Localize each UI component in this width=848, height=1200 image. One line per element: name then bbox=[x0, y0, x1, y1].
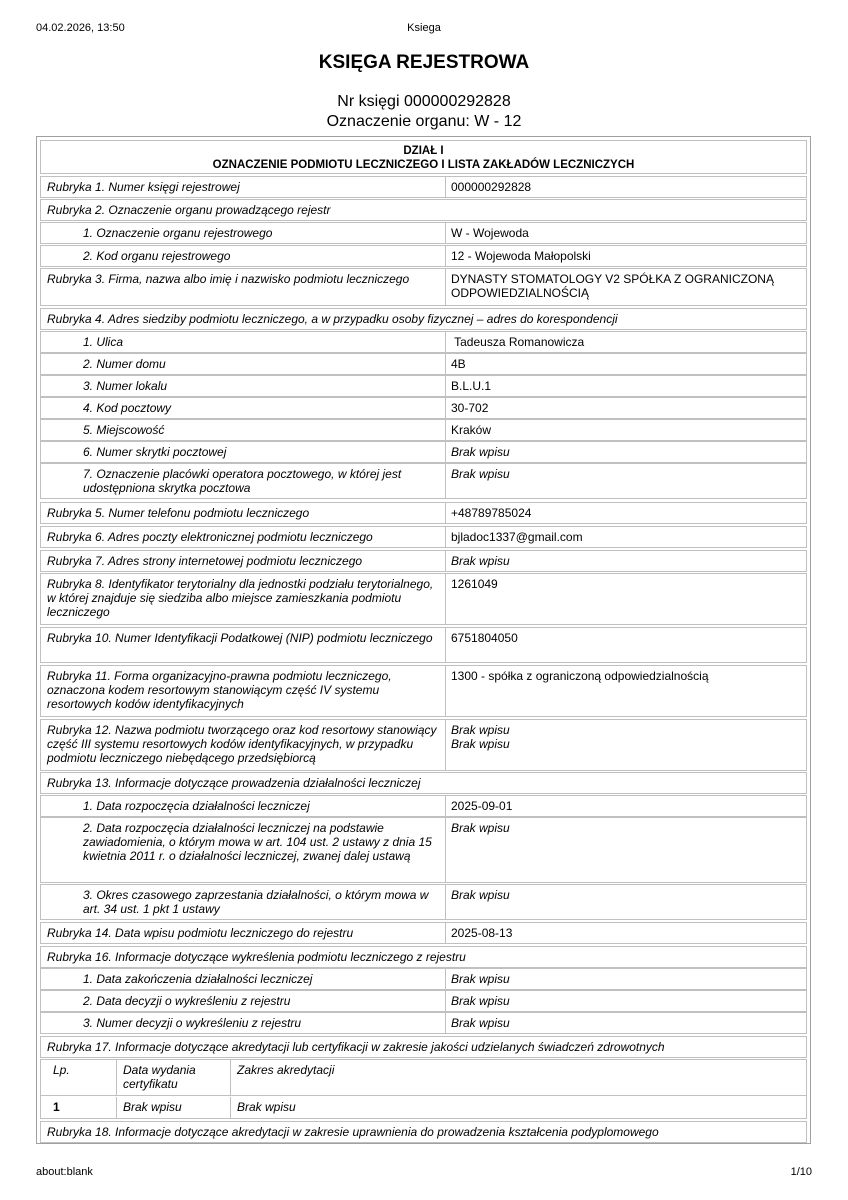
print-footer bbox=[36, 1166, 812, 1180]
row-label: 1. Ulica bbox=[41, 332, 446, 352]
row-label: 4. Kod pocztowy bbox=[41, 398, 446, 418]
print-datetime: 04.02.2026, 13:50 bbox=[36, 22, 125, 34]
row-label: 1. Oznaczenie organu rejestrowego bbox=[41, 223, 446, 243]
row-label: Rubryka 7. Adres strony internetowej podmiotu leczniczego bbox=[41, 551, 446, 571]
row-value: +48789785024 bbox=[451, 506, 532, 520]
row-rubryka-13 bbox=[40, 772, 807, 794]
print-page-title: Ksiega bbox=[407, 22, 441, 34]
row-value: B.L.U.1 bbox=[451, 379, 492, 393]
book-number: Nr księgi 000000292828 bbox=[337, 93, 511, 110]
header-lp: Lp. bbox=[41, 1060, 117, 1095]
header-scope: Zakres akredytacji bbox=[237, 1063, 335, 1077]
row-label: Rubryka 8. Identyfikator terytorialny dla jednostki podziału terytorialnego, w której znajduje się siedziba albo miejsce zamieszkania podmiotu leczniczego bbox=[41, 574, 446, 624]
row-rubryka-14 bbox=[40, 922, 807, 944]
row-rubryka-2-1 bbox=[40, 222, 807, 244]
row-label: 3. Numer lokalu bbox=[41, 376, 446, 396]
cell-scope: Brak wpisu bbox=[237, 1100, 296, 1114]
row-value: 6751804050 bbox=[451, 631, 518, 645]
row-value: Brak wpisu bbox=[451, 554, 510, 568]
row-rubryka-18 bbox=[40, 1121, 807, 1143]
row-rubryka-11 bbox=[40, 665, 807, 717]
row-rubryka-4-2 bbox=[40, 353, 807, 375]
row-label: Rubryka 5. Numer telefonu podmiotu leczniczego bbox=[41, 503, 446, 523]
row-label: Rubryka 1. Numer księgi rejestrowej bbox=[41, 177, 446, 197]
row-rubryka-16-1 bbox=[40, 968, 807, 990]
print-header bbox=[36, 22, 812, 36]
table-row bbox=[41, 1097, 806, 1119]
document-title: KSIĘGA REJESTROWA bbox=[318, 52, 530, 73]
row-rubryka-3 bbox=[40, 268, 807, 306]
row-value: 1261049 bbox=[451, 577, 498, 591]
row-label: Rubryka 17. Informacje dotyczące akredytacji lub certyfikacji w zakresie jakości udzielanych świadczeń zdrowotnych bbox=[47, 1040, 665, 1054]
row-value bbox=[446, 720, 806, 770]
row-label: Rubryka 12. Nazwa podmiotu tworzącego oraz kod resortowy stanowiący część III systemu resortowych kodów identyfikacyjnych, w przypadku podmiotu leczniczego niebędącego przedsiębiorcą bbox=[41, 720, 446, 770]
row-value: Tadeusza Romanowicza bbox=[451, 335, 585, 349]
row-value: 2025-09-01 bbox=[451, 799, 513, 813]
row-value: Kraków bbox=[451, 423, 492, 437]
row-label: Rubryka 18. Informacje dotyczące akredytacji w zakresie uprawnienia do prowadzenia kształcenia podyplomowego bbox=[47, 1125, 659, 1139]
row-value: 1300 - spółka z ograniczoną odpowiedzialnością bbox=[451, 669, 709, 683]
row-rubryka-8 bbox=[40, 573, 807, 625]
row-label: 2. Numer domu bbox=[41, 354, 446, 374]
row-rubryka-12 bbox=[40, 719, 807, 771]
row-value: Brak wpisu bbox=[451, 821, 510, 835]
row-label: Rubryka 11. Forma organizacyjno-prawna podmiotu leczniczego, oznaczona kodem resortowym stanowiącym część IV systemu resortowych kodów identyfikacyjnych bbox=[41, 666, 446, 716]
row-value: 30-702 bbox=[451, 401, 489, 415]
row-label: 2. Kod organu rejestrowego bbox=[41, 246, 446, 266]
row-label: 2. Data decyzji o wykreśleniu z rejestru bbox=[41, 991, 446, 1011]
row-label: Rubryka 3. Firma, nazwa albo imię i nazwisko podmiotu leczniczego bbox=[41, 269, 446, 305]
row-rubryka-2-2 bbox=[40, 245, 807, 267]
row-value: Brak wpisu bbox=[451, 1016, 510, 1030]
row-value: Brak wpisu bbox=[451, 972, 510, 986]
row-label: Rubryka 4. Adres siedziby podmiotu leczniczego, a w przypadku osoby fizycznej – adres do korespondencji bbox=[47, 312, 618, 326]
row-rubryka-6 bbox=[40, 526, 807, 548]
row-value: Brak wpisu bbox=[451, 445, 510, 459]
section-title: OZNACZENIE PODMIOTU LECZNICZEGO I LISTA ZAKŁADÓW LECZNICZYCH bbox=[212, 159, 635, 171]
row-value: 2025-08-13 bbox=[451, 926, 513, 940]
row-rubryka-4-1 bbox=[40, 331, 807, 353]
row-rubryka-13-2 bbox=[40, 817, 807, 883]
row-label: 1. Data rozpoczęcia działalności leczniczej bbox=[41, 796, 446, 816]
row-label: 5. Miejscowość bbox=[41, 420, 446, 440]
row-rubryka-13-1 bbox=[40, 795, 807, 817]
row-label: Rubryka 6. Adres poczty elektronicznej podmiotu leczniczego bbox=[41, 527, 446, 547]
row-rubryka-4-6 bbox=[40, 441, 807, 463]
row-label: Rubryka 13. Informacje dotyczące prowadzenia działalności leczniczej bbox=[47, 776, 421, 790]
row-label: 7. Oznaczenie placówki operatora pocztowego, w której jest udostępniona skrytka pocztowa bbox=[41, 464, 446, 498]
table-header-row bbox=[41, 1060, 806, 1096]
row-rubryka-7 bbox=[40, 550, 807, 572]
row-value: 12 - Wojewoda Małopolski bbox=[451, 249, 591, 263]
print-page-number: 1/10 bbox=[790, 1166, 812, 1178]
row-value: 4B bbox=[451, 357, 466, 371]
row-rubryka-16-3 bbox=[40, 1012, 807, 1034]
section-number: DZIAŁ I bbox=[403, 145, 444, 157]
row-rubryka-17 bbox=[40, 1036, 807, 1058]
row-value: W - Wojewoda bbox=[451, 226, 529, 240]
row-value: Brak wpisu bbox=[451, 888, 510, 902]
row-rubryka-4-5 bbox=[40, 419, 807, 441]
row-value-line: Brak wpisu bbox=[451, 723, 510, 737]
row-label: Rubryka 14. Data wpisu podmiotu leczniczego do rejestru bbox=[41, 923, 446, 943]
row-label: 3. Numer decyzji o wykreśleniu z rejestru bbox=[41, 1013, 446, 1033]
row-rubryka-4 bbox=[40, 308, 807, 330]
row-rubryka-10 bbox=[40, 627, 807, 663]
row-label: 2. Data rozpoczęcia działalności leczniczej na podstawie zawiadomienia, o którym mowa w art. 104 ust. 2 ustawy z dnia 15 kwietnia 2011 r. o działalności leczniczej, zwanej dalej ustawą bbox=[41, 818, 446, 882]
row-label: 1. Data zakończenia działalności leczniczej bbox=[41, 969, 446, 989]
row-label: 3. Okres czasowego zaprzestania działalności, o którym mowa w art. 34 ust. 1 pkt 1 ustawy bbox=[41, 885, 446, 919]
cell-lp: 1 bbox=[41, 1097, 117, 1119]
certificate-table bbox=[40, 1059, 807, 1119]
print-url: about:blank bbox=[36, 1166, 93, 1178]
row-rubryka-16 bbox=[40, 946, 807, 968]
row-label: 6. Numer skrytki pocztowej bbox=[41, 442, 446, 462]
cell-date: Brak wpisu bbox=[117, 1097, 231, 1119]
row-value: DYNASTY STOMATOLOGY V2 SPÓŁKA Z OGRANICZONĄ ODPOWIEDZIALNOŚCIĄ bbox=[451, 272, 774, 300]
row-value: 000000292828 bbox=[451, 180, 532, 194]
row-rubryka-1 bbox=[40, 176, 807, 198]
row-value-line: Brak wpisu bbox=[451, 737, 510, 751]
row-rubryka-13-3 bbox=[40, 884, 807, 920]
row-rubryka-16-2 bbox=[40, 990, 807, 1012]
row-value: Brak wpisu bbox=[451, 994, 510, 1008]
row-label: Rubryka 2. Oznaczenie organu prowadzącego rejestr bbox=[47, 203, 331, 217]
organ-designation: Oznaczenie organu: W - 12 bbox=[326, 113, 522, 130]
row-label: Rubryka 10. Numer Identyfikacji Podatkowej (NIP) podmiotu leczniczego bbox=[41, 628, 446, 662]
row-rubryka-4-4 bbox=[40, 397, 807, 419]
section-header bbox=[40, 140, 807, 174]
row-value: Brak wpisu bbox=[451, 467, 510, 481]
row-rubryka-4-3 bbox=[40, 375, 807, 397]
row-rubryka-4-7 bbox=[40, 463, 807, 499]
row-label: Rubryka 16. Informacje dotyczące wykreślenia podmiotu leczniczego z rejestru bbox=[47, 950, 466, 964]
header-date: Data wydania certyfikatu bbox=[117, 1060, 231, 1095]
row-rubryka-5 bbox=[40, 502, 807, 524]
row-rubryka-2 bbox=[40, 199, 807, 221]
row-value: bjladoc1337@gmail.com bbox=[451, 530, 583, 544]
